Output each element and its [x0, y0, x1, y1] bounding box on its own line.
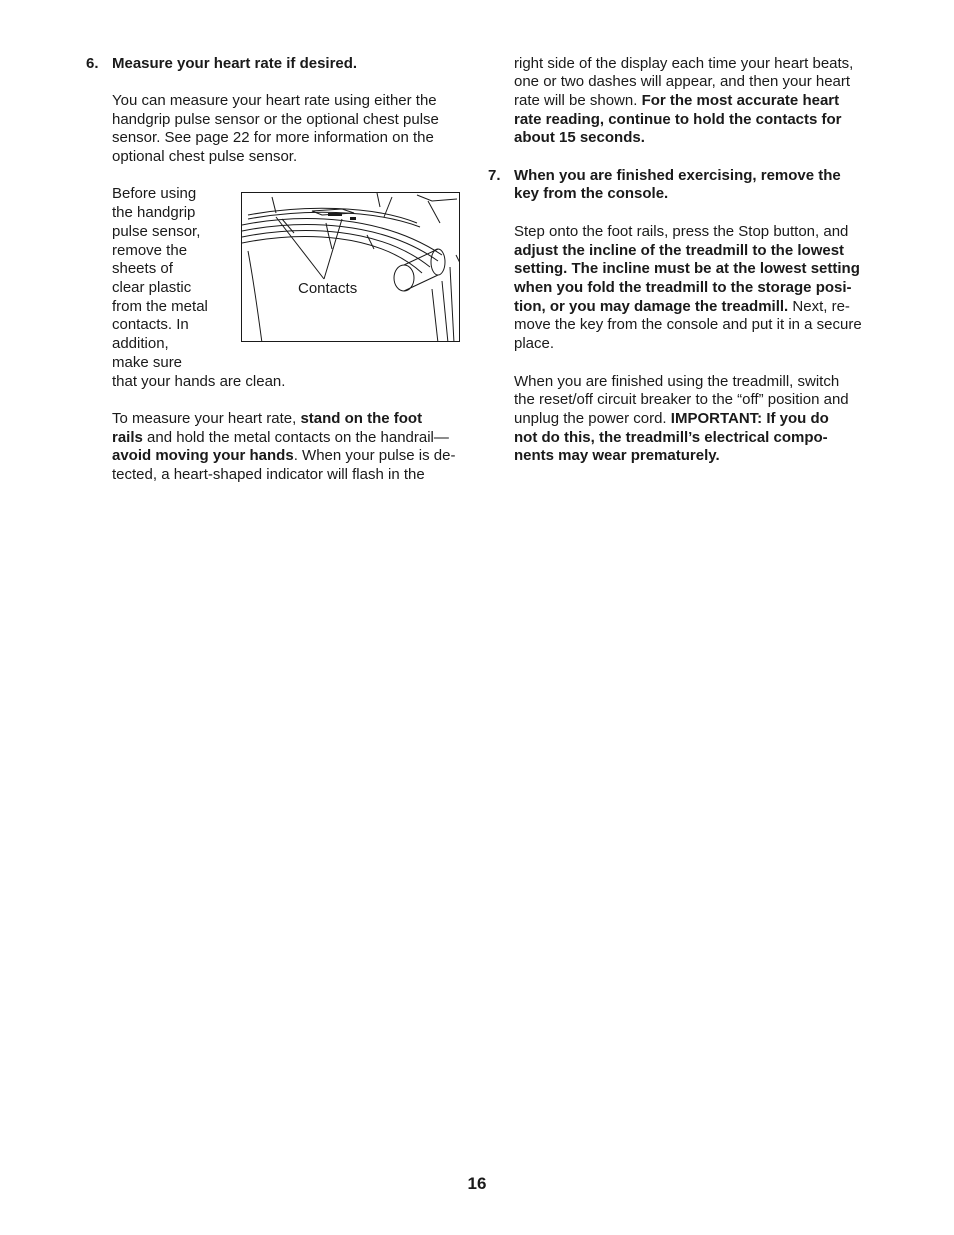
- continuation-line: about 15 seconds.: [514, 129, 645, 146]
- continuation-line: rate reading, continue to hold the contacts for: [514, 111, 842, 128]
- step-6-paragraph-2-line: remove the: [112, 242, 188, 259]
- step-6-paragraph-1-line: handgrip pulse sensor or the optional chest pulse: [112, 111, 439, 128]
- step-6-paragraph-2-line: make sure: [112, 354, 183, 371]
- step-6-heading: Measure your heart rate if desired.: [112, 55, 358, 72]
- step-6-paragraph-2-line: contacts. In: [112, 316, 189, 333]
- text-run: rate will be shown.: [514, 92, 642, 109]
- step-7-paragraph-2-line: not do this, the treadmill’s electrical compo-: [514, 429, 828, 446]
- emphasis-run: avoid moving your hands: [112, 447, 294, 464]
- step-6-paragraph-2-line: that your hands are clean.: [112, 373, 286, 390]
- emphasis-run: For the most accurate heart: [641, 92, 840, 109]
- step-6-paragraph-2-line: addition,: [112, 335, 169, 352]
- step-7-paragraph-1-line: Step onto the foot rails, press the Stop button, and: [514, 223, 849, 240]
- step-6-paragraph-2-line: Before using: [112, 185, 197, 202]
- continuation-line: [514, 92, 839, 110]
- continuation-line: one or two dashes will appear, and then your heart: [514, 73, 851, 90]
- step-6-paragraph-2-line: sheets of: [112, 260, 173, 277]
- step-7-number: 7.: [488, 167, 501, 184]
- step-7-paragraph-2-line: [514, 410, 829, 428]
- text-run: To measure your heart rate,: [112, 410, 301, 427]
- step-7-paragraph-2-line: nents may wear prematurely.: [514, 447, 720, 464]
- emphasis-run: tion, or you may damage the treadmill.: [514, 298, 789, 315]
- text-run: unplug the power cord.: [514, 410, 671, 427]
- page-number: 16: [467, 1174, 487, 1193]
- step-6-paragraph-3-line-1: [112, 410, 422, 428]
- step-6-paragraph-1-line: sensor. See page 22 for more information on the: [112, 129, 434, 146]
- step-6-paragraph-3-line-3: [112, 447, 455, 465]
- step-6-paragraph-1-line: You can measure your heart rate using either the: [112, 92, 437, 109]
- emphasis-run: rails: [112, 429, 143, 446]
- step-6-paragraph-2-line: clear plastic: [112, 279, 192, 296]
- step-6-number: 6.: [86, 55, 99, 72]
- step-6-paragraph-1-line: optional chest pulse sensor.: [112, 148, 298, 165]
- step-7-paragraph-1-line: [514, 298, 850, 316]
- step-7-heading-line: key from the console.: [514, 185, 669, 202]
- step-7-paragraph-1-line: move the key from the console and put it in a secure: [514, 316, 862, 333]
- treadmill-handrail-drawing: [242, 193, 460, 342]
- step-7-paragraph-2-line: When you are finished using the treadmill, switch: [514, 373, 840, 390]
- step-6-paragraph-2-line: from the metal: [112, 298, 208, 315]
- step-6-paragraph-3-line-2: [112, 429, 449, 447]
- emphasis-run: IMPORTANT: If you do: [670, 410, 829, 427]
- step-7-paragraph-1-line: adjust the incline of the treadmill to the lowest: [514, 242, 845, 259]
- continuation-line: right side of the display each time your heart beats,: [514, 55, 854, 72]
- step-6-paragraph-2-line: the handgrip: [112, 204, 196, 221]
- step-7-paragraph-1-line: setting. The incline must be at the lowest setting: [514, 260, 860, 277]
- step-7-heading-line: When you are finished exercising, remove the: [514, 167, 841, 184]
- step-7-paragraph-1-line: when you fold the treadmill to the storage posi-: [514, 279, 852, 296]
- text-run: . When your pulse is de-: [293, 447, 456, 464]
- step-6-paragraph-3-line-4: tected, a heart-shaped indicator will flash in the: [112, 466, 425, 483]
- emphasis-run: stand on the foot: [300, 410, 423, 427]
- text-run: and hold the metal contacts on the handrail—: [142, 429, 449, 446]
- step-6-paragraph-2-line: pulse sensor,: [112, 223, 201, 240]
- step-7-paragraph-2-line: the reset/off circuit breaker to the “off” position and: [514, 391, 849, 408]
- contacts-label: Contacts: [298, 280, 358, 297]
- step-7-paragraph-1-line: place.: [514, 335, 555, 352]
- handrail-contacts-illustration: [241, 192, 460, 342]
- text-run: Next, re-: [788, 298, 850, 315]
